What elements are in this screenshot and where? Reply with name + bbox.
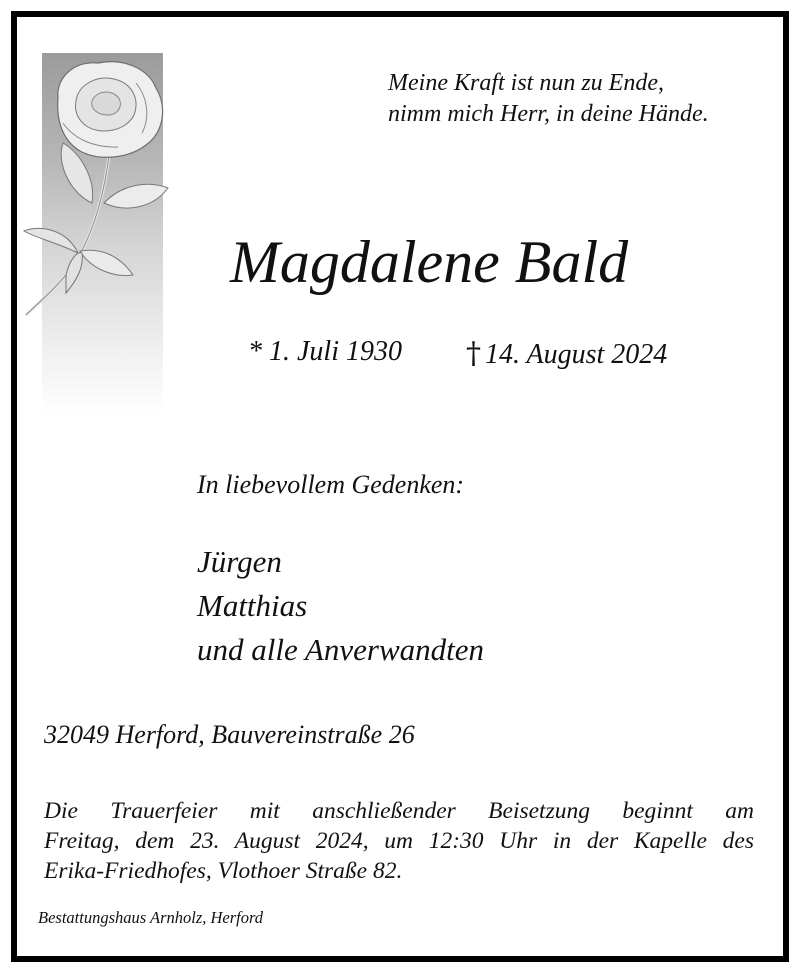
service-line: Erika-Friedhofes, Vlothoer Straße 82. xyxy=(44,858,403,884)
service-line: Freitag, dem 23. August 2024, um 12:30 Uhr in der Kapelle des xyxy=(44,828,754,854)
mourners-list xyxy=(197,540,484,672)
death-date-group xyxy=(466,336,667,371)
address: 32049 Herford, Bauvereinstraße 26 xyxy=(44,720,415,749)
death-date: 14. August 2024 xyxy=(485,339,668,370)
deceased-name: Magdalene Bald xyxy=(229,229,629,295)
birth-date: * 1. Juli 1930 xyxy=(248,336,402,367)
verse xyxy=(388,68,709,130)
mourner-name: und alle Anverwandten xyxy=(197,632,484,667)
cross-icon: † xyxy=(466,336,481,371)
mourner-name: Matthias xyxy=(197,588,308,623)
service-line: Die Trauerfeier mit anschließender Beisetzung beginnt am xyxy=(44,798,754,824)
verse-line-1: Meine Kraft ist nun zu Ende, xyxy=(388,70,664,96)
memorial-intro: In liebevollem Gedenken: xyxy=(197,470,465,499)
service-notice xyxy=(44,796,754,886)
undertaker: Bestattungshaus Arnholz, Herford xyxy=(38,908,264,927)
verse-line-2: nimm mich Herr, in deine Hände. xyxy=(388,101,709,127)
mourner-name: Jürgen xyxy=(197,544,282,579)
